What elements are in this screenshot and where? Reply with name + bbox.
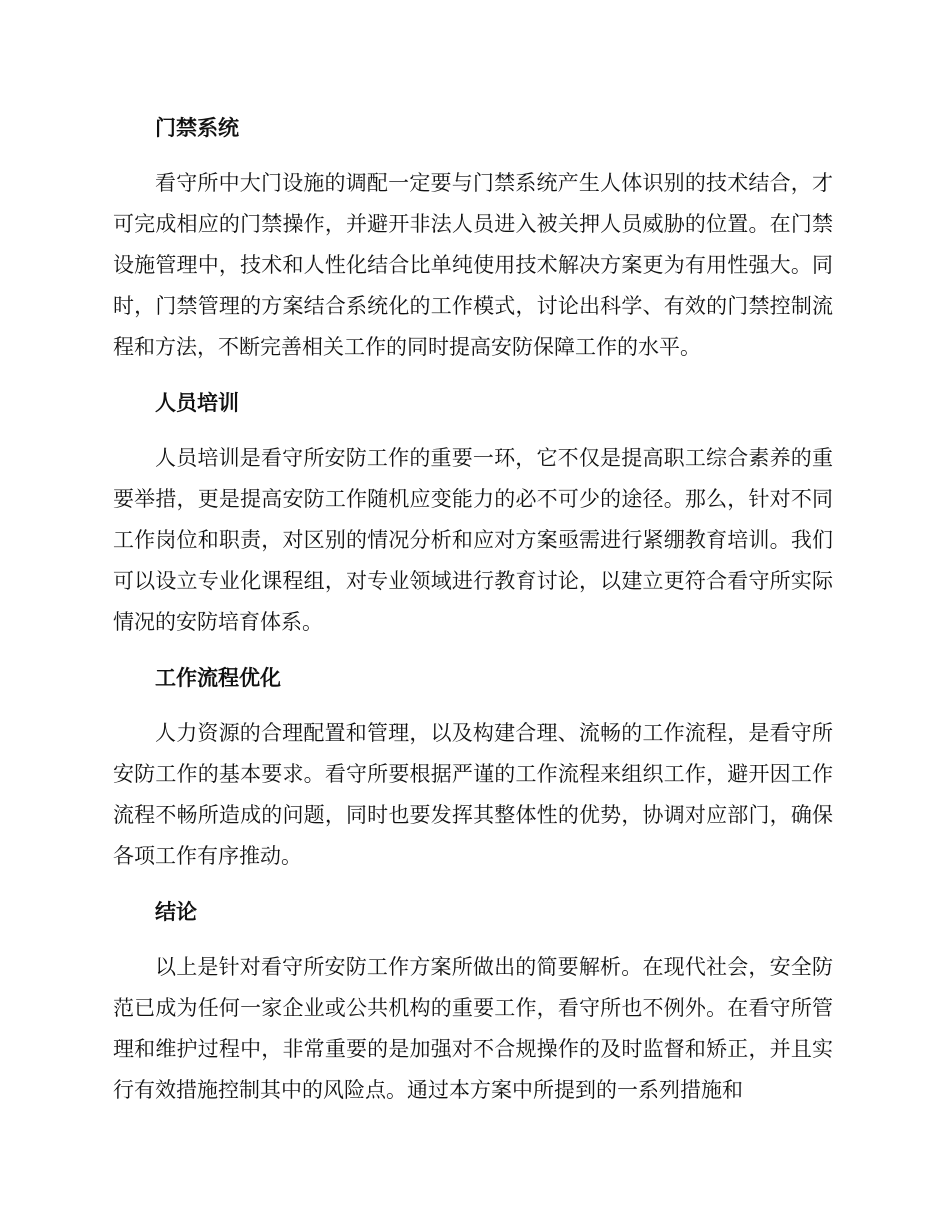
section-paragraph-workflow-optimization: 人力资源的合理配置和管理，以及构建合理、流畅的工作流程，是看守所安防工作的基本要求。看守所要根据严谨的工作流程来组织工作，避开因工作流程不畅所造成的问题，同时也要发挥其整体性的优势，协调对应部门，确保各项工作有序推动。 — [113, 721, 833, 868]
section-title-workflow-optimization: 工作流程优化 — [155, 666, 281, 690]
section-title-conclusion: 结论 — [155, 900, 197, 924]
document-body — [113, 108, 833, 1126]
section-paragraph-access-control: 看守所中大门设施的调配一定要与门禁系统产生人体识别的技术结合，才可完成相应的门禁操作，并避开非法人员进入被关押人员威胁的位置。在门禁设施管理中，技术和人性化结合比单纯使用技术解决方案更为有用性强大。同时，门禁管理的方案结合系统化的工作模式，讨论出科学、有效的门禁控制流程和方法，不断完善相关工作的同时提高安防保障工作的水平。 — [113, 171, 833, 359]
section-paragraph-conclusion: 以上是针对看守所安防工作方案所做出的简要解析。在现代社会，安全防范已成为任何一家企业或公共机构的重要工作，看守所也不例外。在看守所管理和维护过程中，非常重要的是加强对不合规操作的及时监督和矫正，并且实行有效措施控制其中的风险点。通过本方案中所提到的一系列措施和 — [113, 955, 833, 1102]
section-title-access-control: 门禁系统 — [155, 116, 239, 140]
section-title-staff-training: 人员培训 — [155, 391, 239, 415]
section-paragraph-staff-training: 人员培训是看守所安防工作的重要一环，它不仅是提高职工综合素养的重要举措，更是提高安防工作随机应变能力的必不可少的途径。那么，针对不同工作岗位和职责，对区别的情况分析和应对方案亟需进行紧绷教育培训。我们可以设立专业化课程组，对专业领域进行教育讨论，以建立更符合看守所实际情况的安防培育体系。 — [113, 446, 833, 634]
